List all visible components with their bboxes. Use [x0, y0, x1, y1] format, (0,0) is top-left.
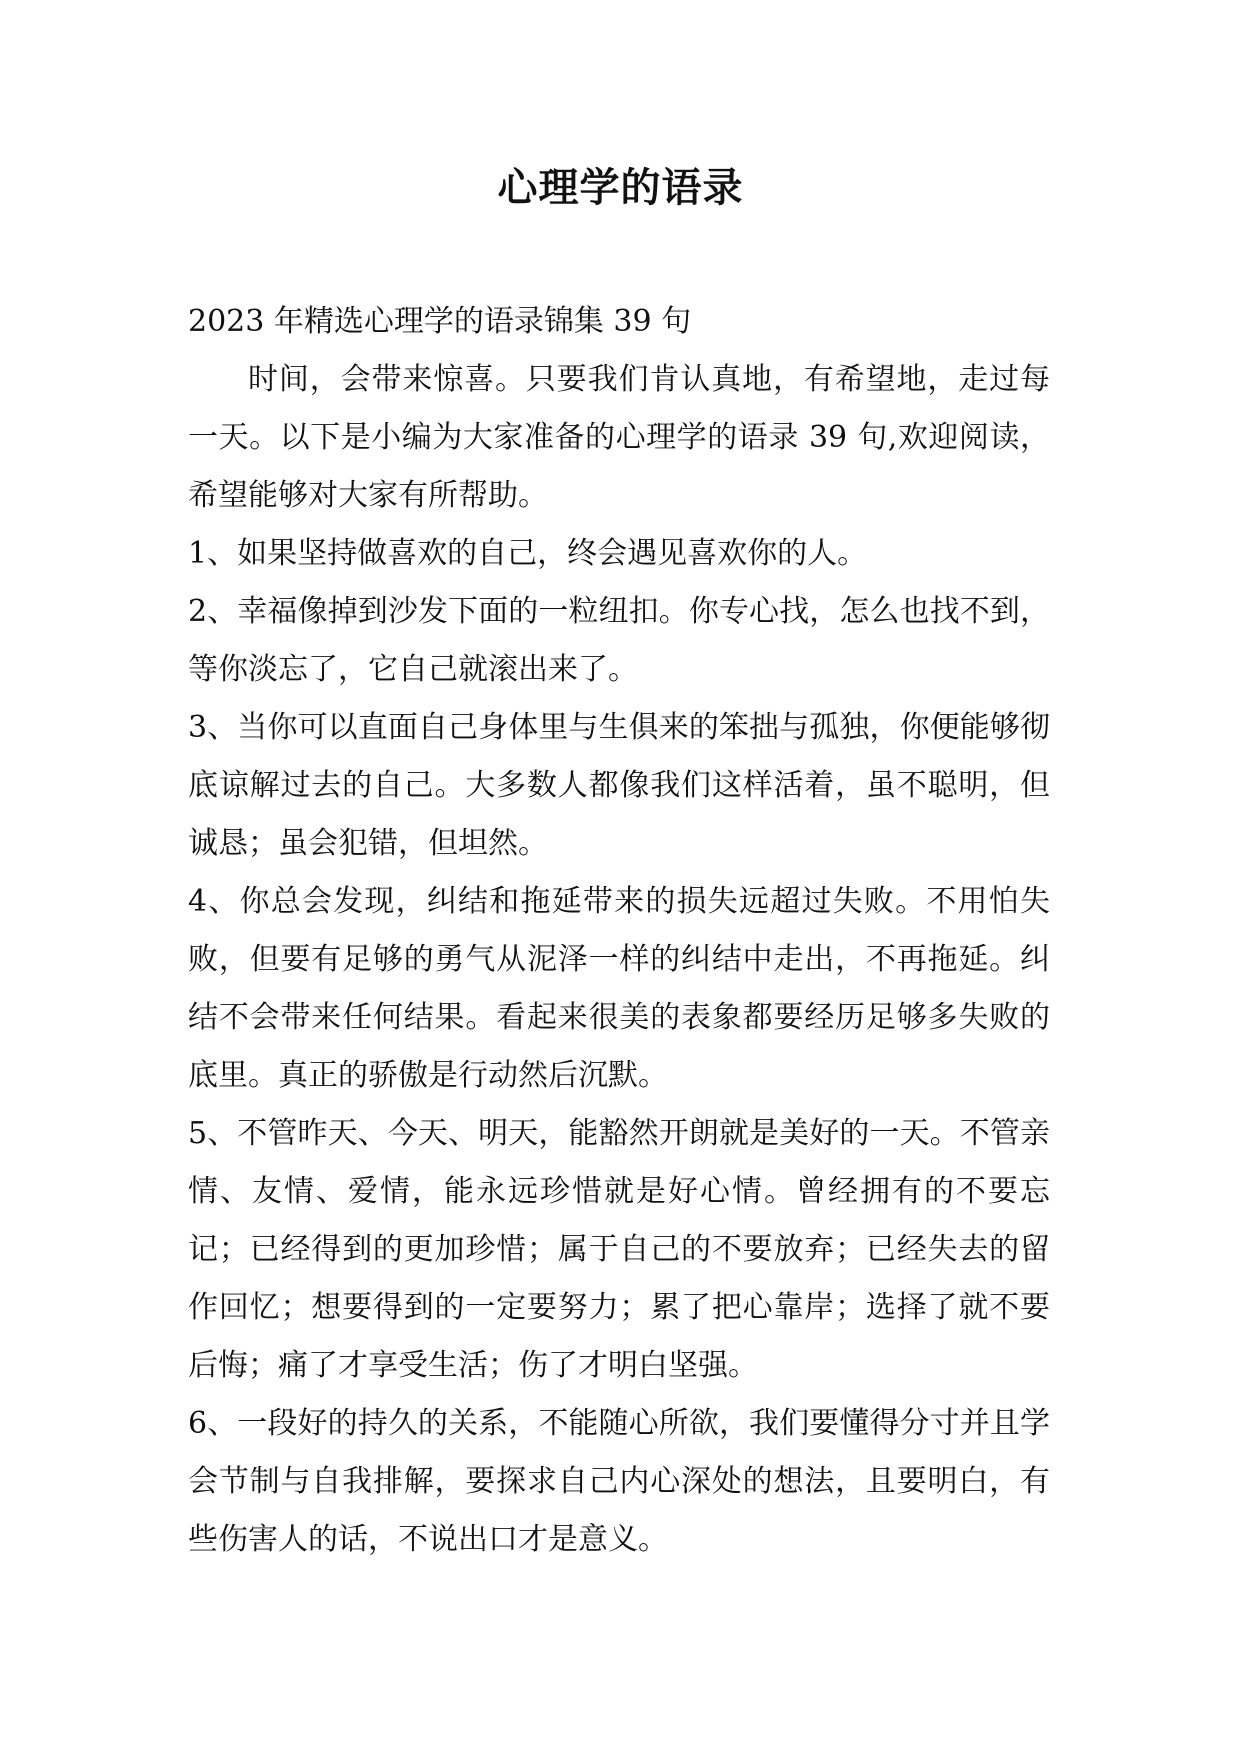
- quote-item: 5、不管昨天、今天、明天，能豁然开朗就是美好的一天。不管亲情、友情、爱情，能永远珍惜就是好心情。曾经拥有的不要忘记；已经得到的更加珍惜；属于自己的不要放弃；已经失去的留作回忆；想要得到的一定要努力；累了把心靠岸；选择了就不要后悔；痛了才享受生活；伤了才明白坚强。: [188, 1116, 1050, 1383]
- quote-item: 1、如果坚持做喜欢的自己，终会遇见喜欢你的人。: [188, 536, 868, 571]
- intro-paragraph: 时间，会带来惊喜。只要我们肯认真地，有希望地，走过每一天。以下是小编为大家准备的心理学的语录 39 句,欢迎阅读，希望能够对大家有所帮助。: [188, 362, 1050, 513]
- quote-item: 6、一段好的持久的关系，不能随心所欲，我们要懂得分寸并且学会节制与自我排解，要探求自己内心深处的想法，且要明白，有些伤害人的话，不说出口才是意义。: [188, 1406, 1050, 1557]
- document-body: [188, 293, 1050, 1569]
- quote-item: 4、你总会发现，纠结和拖延带来的损失远超过失败。不用怕失败，但要有足够的勇气从泥泽一样的纠结中走出，不再拖延。纠结不会带来任何结果。看起来很美的表象都要经历足够多失败的底里。真正的骄傲是行动然后沉默。: [188, 884, 1050, 1093]
- subtitle: 2023 年精选心理学的语录锦集 39 句: [188, 304, 692, 339]
- quote-item: 2、幸福像掉到沙发下面的一粒纽扣。你专心找，怎么也找不到，等你淡忘了，它自己就滚出来了。: [188, 594, 1050, 687]
- quote-item: 3、当你可以直面自己身体里与生俱来的笨拙与孤独，你便能够彻底谅解过去的自己。大多数人都像我们这样活着，虽不聪明，但诚恳；虽会犯错，但坦然。: [188, 710, 1050, 861]
- page-title: 心理学的语录: [497, 165, 744, 211]
